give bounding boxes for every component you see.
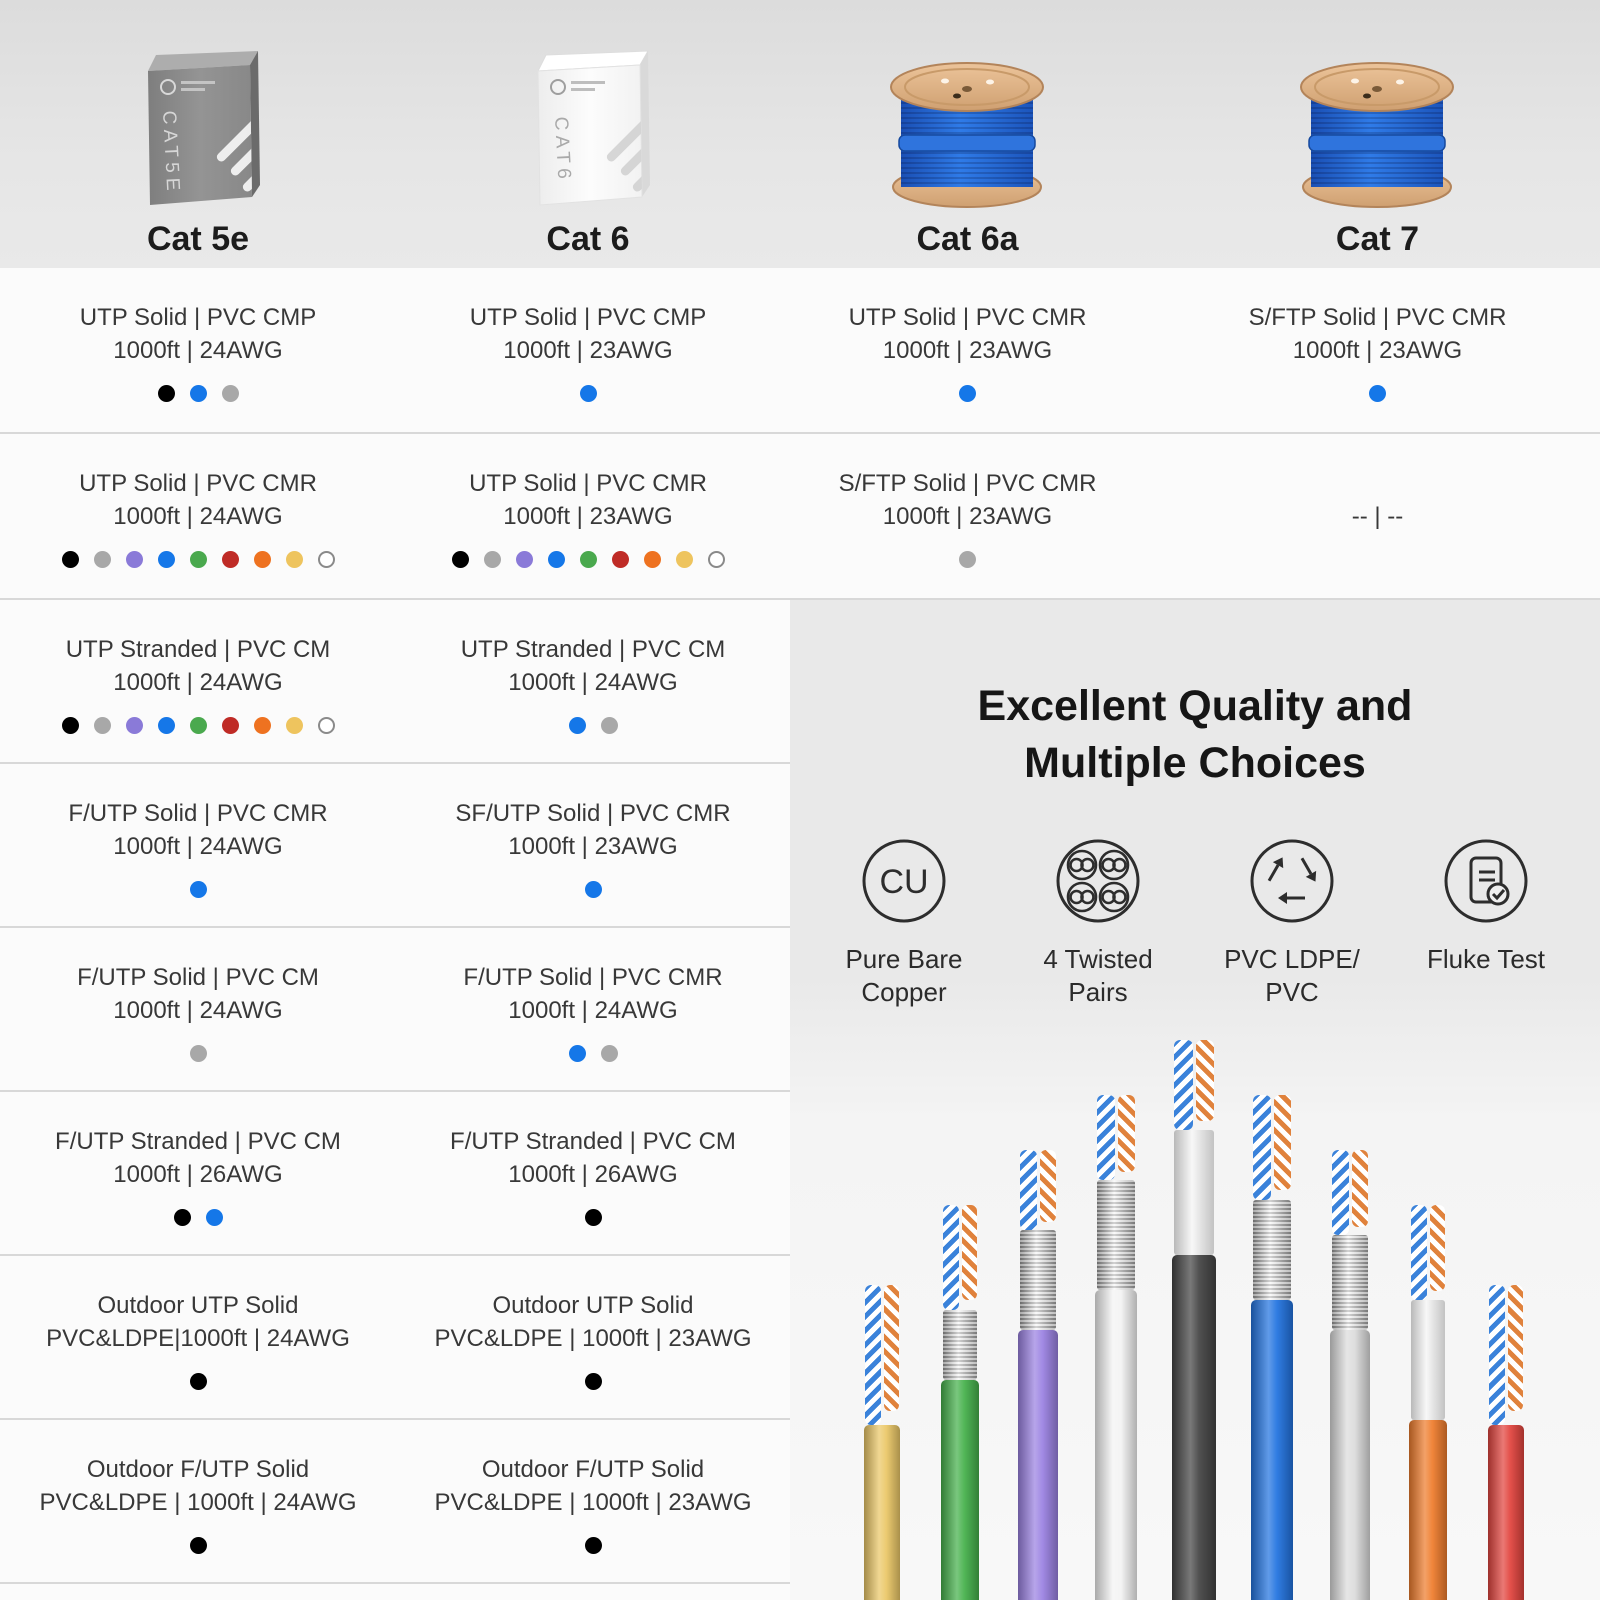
color-dot-green bbox=[580, 551, 597, 568]
wire-pair-orange bbox=[1274, 1095, 1292, 1190]
color-dot-red bbox=[222, 551, 239, 568]
spec-line1: F/UTP Solid | PVC CMR bbox=[463, 964, 723, 991]
wire-pair-orange bbox=[884, 1285, 899, 1411]
cable bbox=[941, 1205, 979, 1600]
color-dot-green bbox=[190, 717, 207, 734]
cable bbox=[1330, 1150, 1370, 1600]
product-label-cat7: Cat 7 bbox=[1335, 220, 1420, 258]
spec-row bbox=[0, 434, 1600, 600]
cable-jacket bbox=[864, 1425, 900, 1600]
spec-cell bbox=[780, 434, 1155, 598]
spec-line2: 1000ft | 24AWG bbox=[113, 833, 283, 860]
color-dots bbox=[0, 385, 396, 402]
feature-pure-bare-copper bbox=[815, 836, 993, 1009]
cable bbox=[1095, 1095, 1137, 1600]
cable-jacket bbox=[1488, 1425, 1524, 1600]
cable bbox=[1488, 1285, 1524, 1600]
promo-panel bbox=[790, 600, 1600, 1600]
color-dot-gray bbox=[484, 551, 501, 568]
promo-heading-line2: Multiple Choices bbox=[1024, 739, 1366, 787]
spec-cell bbox=[0, 1420, 396, 1582]
spec-line1: F/UTP Solid | PVC CMR bbox=[68, 800, 328, 827]
twisted-pair-wires bbox=[941, 1205, 979, 1310]
product-column-cat6 bbox=[396, 0, 780, 268]
color-dots bbox=[396, 1373, 790, 1390]
color-dot-green bbox=[190, 551, 207, 568]
spec-line1: S/FTP Solid | PVC CMR bbox=[838, 470, 1097, 497]
spec-line2: PVC&LDPE|1000ft | 24AWG bbox=[46, 1325, 350, 1352]
color-dots bbox=[396, 717, 790, 734]
color-dot-blue bbox=[548, 551, 565, 568]
wire-pair-blue bbox=[943, 1205, 959, 1310]
wire-pair-blue bbox=[1020, 1150, 1037, 1230]
twisted-pair-wires bbox=[1409, 1205, 1447, 1300]
cat6-box-image bbox=[513, 29, 663, 214]
spec-line1: S/FTP Solid | PVC CMR bbox=[1248, 304, 1507, 331]
color-dots bbox=[0, 717, 396, 734]
color-dot-blue bbox=[158, 717, 175, 734]
wire-pair-orange bbox=[1196, 1040, 1214, 1121]
color-dot-orange bbox=[644, 551, 661, 568]
cable-shield bbox=[1097, 1180, 1136, 1290]
spec-line1: UTP Solid | PVC CMP bbox=[469, 304, 707, 331]
color-dots bbox=[396, 385, 780, 402]
wire-pair-orange bbox=[1352, 1150, 1369, 1227]
product-label-cat6: Cat 6 bbox=[546, 220, 630, 258]
color-dots bbox=[0, 1209, 396, 1226]
wire-pair-blue bbox=[1174, 1040, 1192, 1130]
spec-line1: UTP Stranded | PVC CM bbox=[65, 636, 331, 663]
twisted-pair-wires bbox=[1172, 1040, 1216, 1130]
spec-cell bbox=[0, 1256, 396, 1418]
spec-line2: 1000ft | 24AWG bbox=[113, 337, 283, 364]
color-dots bbox=[780, 551, 1155, 568]
fluke-test-icon bbox=[1441, 836, 1531, 931]
feature-pvc-ldpe bbox=[1203, 836, 1381, 1009]
cable bbox=[1172, 1040, 1216, 1600]
spec-line2: PVC&LDPE | 1000ft | 24AWG bbox=[39, 1489, 357, 1516]
svg-text:CAT6: CAT6 bbox=[550, 116, 575, 185]
color-dots bbox=[396, 1537, 790, 1554]
wire-pair-blue bbox=[1489, 1285, 1504, 1425]
spec-line1: F/UTP Stranded | PVC CM bbox=[55, 1128, 341, 1155]
color-dot-yellow bbox=[676, 551, 693, 568]
cable-shield bbox=[943, 1310, 978, 1380]
color-dots bbox=[396, 551, 780, 568]
color-dot-black bbox=[158, 385, 175, 402]
wire-pair-blue bbox=[1411, 1205, 1427, 1300]
spec-table-top bbox=[0, 268, 1600, 600]
spec-cell bbox=[396, 268, 780, 432]
color-dot-black bbox=[174, 1209, 191, 1226]
spec-cell bbox=[0, 600, 396, 762]
twisted-pair-wires bbox=[1251, 1095, 1293, 1200]
twisted-pair-wires bbox=[1488, 1285, 1524, 1425]
spec-cell bbox=[0, 1092, 396, 1254]
svg-text:CAT5E: CAT5E bbox=[158, 110, 184, 196]
cat6a-spool-image bbox=[875, 29, 1060, 214]
cable-jacket bbox=[1409, 1420, 1447, 1600]
cable-shield bbox=[1253, 1200, 1292, 1300]
color-dot-gray bbox=[94, 551, 111, 568]
color-dot-blue bbox=[569, 717, 586, 734]
color-dot-orange bbox=[254, 551, 271, 568]
spec-line1: Outdoor F/UTP Solid bbox=[481, 1456, 705, 1483]
spec-line1: UTP Solid | PVC CMR bbox=[79, 470, 317, 497]
color-dot-blue bbox=[585, 881, 602, 898]
color-dots bbox=[0, 551, 396, 568]
spec-cell bbox=[0, 434, 396, 598]
color-dots bbox=[1155, 385, 1600, 402]
spec-row bbox=[0, 1092, 790, 1256]
spec-cell bbox=[1155, 434, 1600, 598]
color-dot-black bbox=[452, 551, 469, 568]
spec-line2: 1000ft | 24AWG bbox=[508, 669, 678, 696]
cable-shield bbox=[1332, 1235, 1369, 1330]
spec-line2: 1000ft | 26AWG bbox=[508, 1161, 678, 1188]
spec-line1 bbox=[1155, 467, 1600, 500]
spec-line2: 1000ft | 26AWG bbox=[113, 1161, 283, 1188]
cu-copper-icon bbox=[859, 836, 949, 931]
spec-line1: SF/UTP Solid | PVC CMR bbox=[455, 800, 731, 827]
color-dots bbox=[396, 1209, 790, 1226]
color-dot-black bbox=[585, 1373, 602, 1390]
wire-pair-blue bbox=[1332, 1150, 1349, 1235]
wire-pair-blue bbox=[865, 1285, 880, 1425]
feature-label-line1: 4 Twisted bbox=[1043, 944, 1153, 974]
color-dot-gray bbox=[94, 717, 111, 734]
feature-4-twisted-pairs bbox=[1009, 836, 1187, 1009]
cable-shield bbox=[1174, 1130, 1214, 1255]
spec-line1: F/UTP Solid | PVC CM bbox=[77, 964, 319, 991]
feature-label-line2: Copper bbox=[861, 977, 947, 1007]
cable bbox=[1409, 1205, 1447, 1600]
wire-pair-orange bbox=[962, 1205, 978, 1300]
spec-line2: 1000ft | 23AWG bbox=[882, 337, 1053, 364]
cable-jacket bbox=[941, 1380, 979, 1600]
spec-table-left bbox=[0, 600, 790, 1600]
color-dot-purple bbox=[126, 717, 143, 734]
color-dot-gray bbox=[959, 551, 976, 568]
cable bbox=[1018, 1150, 1058, 1600]
twisted-pair-wires bbox=[1330, 1150, 1370, 1235]
cable-jacket bbox=[1172, 1255, 1216, 1600]
spec-line2: 1000ft | 24AWG bbox=[113, 997, 283, 1024]
spec-line2: 1000ft | 24AWG bbox=[113, 669, 283, 696]
spec-line1: UTP Stranded | PVC CM bbox=[460, 636, 726, 663]
feature-label bbox=[1427, 943, 1545, 976]
spec-row bbox=[0, 928, 790, 1092]
spec-cell bbox=[396, 434, 780, 598]
color-dot-white bbox=[318, 551, 335, 568]
color-dot-gray bbox=[601, 717, 618, 734]
cable bbox=[864, 1285, 900, 1600]
spec-line2: 1000ft | 23AWG bbox=[882, 503, 1053, 530]
spec-cell bbox=[0, 764, 396, 926]
promo-heading-line1: Excellent Quality and bbox=[977, 682, 1413, 730]
spec-line1: Outdoor UTP Solid bbox=[492, 1292, 694, 1319]
color-dot-blue bbox=[580, 385, 597, 402]
product-column-cat6a bbox=[780, 0, 1155, 268]
cable-shield bbox=[1411, 1300, 1446, 1420]
color-dots bbox=[0, 881, 396, 898]
feature-label-line1: Pure Bare bbox=[845, 944, 963, 974]
color-dot-purple bbox=[516, 551, 533, 568]
spec-line2: 1000ft | 24AWG bbox=[113, 503, 283, 530]
color-dot-gray bbox=[222, 385, 239, 402]
cable-jacket bbox=[1330, 1330, 1370, 1600]
twisted-pair-wires bbox=[1018, 1150, 1058, 1230]
spec-line1: UTP Solid | PVC CMR bbox=[469, 470, 707, 497]
wire-pair-orange bbox=[1118, 1095, 1136, 1172]
color-dot-yellow bbox=[286, 551, 303, 568]
cable-jacket bbox=[1251, 1300, 1293, 1600]
spec-row bbox=[0, 600, 790, 764]
wire-pair-orange bbox=[1040, 1150, 1057, 1222]
feature-fluke-test bbox=[1397, 836, 1575, 1009]
spec-line1: F/UTP Stranded | PVC CM bbox=[450, 1128, 736, 1155]
lower-section bbox=[0, 600, 1600, 1600]
spec-cell bbox=[396, 1420, 790, 1582]
color-dot-black bbox=[585, 1209, 602, 1226]
spec-line2: 1000ft | 23AWG bbox=[503, 503, 673, 530]
spec-cell bbox=[396, 1256, 790, 1418]
color-dot-black bbox=[585, 1537, 602, 1554]
spec-row bbox=[0, 268, 1600, 434]
spec-row bbox=[0, 1420, 790, 1584]
spec-cell bbox=[780, 268, 1155, 432]
color-dot-purple bbox=[126, 551, 143, 568]
cable-jacket bbox=[1095, 1290, 1137, 1600]
spec-line2: 1000ft | 23AWG bbox=[508, 833, 678, 860]
feature-list bbox=[790, 836, 1600, 1009]
wire-pair-blue bbox=[1097, 1095, 1115, 1180]
spec-cell bbox=[0, 268, 396, 432]
product-column-cat5e bbox=[0, 0, 396, 268]
svg-text:CU: CU bbox=[879, 863, 929, 901]
spec-cell bbox=[0, 928, 396, 1090]
color-dot-blue bbox=[959, 385, 976, 402]
twisted-pair-wires bbox=[864, 1285, 900, 1425]
color-dot-gray bbox=[190, 1045, 207, 1062]
cable-shield bbox=[1020, 1230, 1057, 1330]
spec-cell bbox=[396, 600, 790, 762]
color-dot-blue bbox=[190, 385, 207, 402]
color-dot-black bbox=[190, 1373, 207, 1390]
spec-line2: PVC&LDPE | 1000ft | 23AWG bbox=[434, 1325, 752, 1352]
color-dots bbox=[780, 385, 1155, 402]
feature-label-line2: Pairs bbox=[1068, 977, 1128, 1007]
color-dot-blue bbox=[569, 1045, 586, 1062]
color-dots bbox=[0, 1373, 396, 1390]
feature-label-line2: PVC bbox=[1265, 977, 1319, 1007]
spec-line2: -- | -- bbox=[1351, 503, 1404, 530]
color-dot-yellow bbox=[286, 717, 303, 734]
cat7-spool-image bbox=[1285, 29, 1470, 214]
twisted-pair-wires bbox=[1095, 1095, 1137, 1180]
color-dot-red bbox=[612, 551, 629, 568]
color-dot-black bbox=[190, 1537, 207, 1554]
color-dot-blue bbox=[1369, 385, 1386, 402]
promo-heading bbox=[790, 678, 1600, 792]
spec-cell bbox=[396, 1092, 790, 1254]
color-dot-blue bbox=[158, 551, 175, 568]
spec-cell bbox=[1155, 268, 1600, 432]
color-dot-orange bbox=[254, 717, 271, 734]
color-dots bbox=[396, 881, 790, 898]
recycle-pvc-icon bbox=[1247, 836, 1337, 931]
spec-line1: UTP Solid | PVC CMP bbox=[79, 304, 317, 331]
wire-pair-orange bbox=[1508, 1285, 1523, 1411]
product-label-cat5e: Cat 5e bbox=[146, 220, 250, 258]
color-dots bbox=[0, 1045, 396, 1062]
product-column-cat7 bbox=[1155, 0, 1600, 268]
wire-pair-orange bbox=[1430, 1205, 1446, 1291]
color-dot-black bbox=[62, 551, 79, 568]
color-dot-white bbox=[318, 717, 335, 734]
color-dot-red bbox=[222, 717, 239, 734]
category-header bbox=[0, 0, 1600, 268]
spec-cell bbox=[396, 764, 790, 926]
color-dot-white bbox=[708, 551, 725, 568]
spec-line1: Outdoor F/UTP Solid bbox=[86, 1456, 310, 1483]
cable-jacket bbox=[1018, 1330, 1058, 1600]
color-dot-blue bbox=[206, 1209, 223, 1226]
cat5e-box-image bbox=[123, 29, 273, 214]
cables-photo bbox=[790, 1000, 1600, 1600]
spec-line1: UTP Solid | PVC CMR bbox=[848, 304, 1087, 331]
spec-line2: PVC&LDPE | 1000ft | 23AWG bbox=[434, 1489, 752, 1516]
color-dot-black bbox=[62, 717, 79, 734]
color-dots bbox=[396, 1045, 790, 1062]
spec-line1: Outdoor UTP Solid bbox=[97, 1292, 299, 1319]
product-label-cat6a: Cat 6a bbox=[916, 220, 1019, 258]
color-dot-gray bbox=[601, 1045, 618, 1062]
feature-label-line1: Fluke Test bbox=[1426, 944, 1545, 974]
spec-row bbox=[0, 1256, 790, 1420]
cable bbox=[1251, 1095, 1293, 1600]
spec-cell bbox=[396, 928, 790, 1090]
spec-row bbox=[0, 764, 790, 928]
color-dot-blue bbox=[190, 881, 207, 898]
twisted-pairs-icon bbox=[1053, 836, 1143, 931]
spec-line2: 1000ft | 23AWG bbox=[503, 337, 673, 364]
spec-line2: 1000ft | 23AWG bbox=[1292, 337, 1463, 364]
feature-label-line1: PVC LDPE/ bbox=[1224, 944, 1360, 974]
color-dots bbox=[0, 1537, 396, 1554]
spec-line2: 1000ft | 24AWG bbox=[508, 997, 678, 1024]
wire-pair-blue bbox=[1253, 1095, 1271, 1200]
